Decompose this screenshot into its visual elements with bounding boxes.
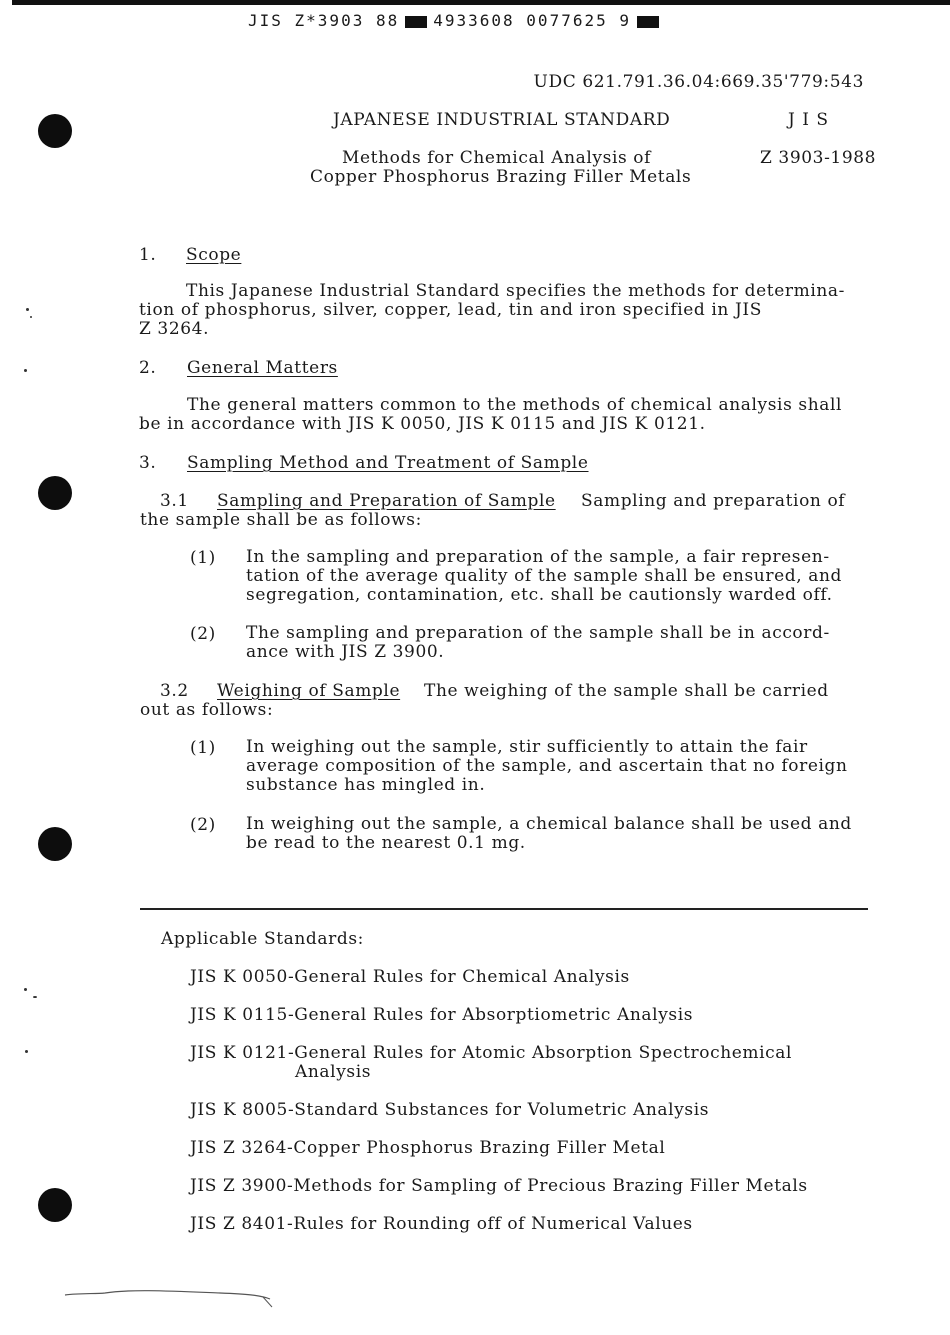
section-1-heading: Scope: [186, 245, 242, 265]
applicable-item: JIS K 0050-General Rules for Chemical Analysis: [190, 967, 630, 987]
section-3-1-heading: Sampling and Preparation of Sample: [217, 491, 556, 511]
section-2-para-line: The general matters common to the methods of chemical analysis shall: [187, 395, 843, 415]
applicable-item: JIS K 8005-Standard Substances for Volumetric Analysis: [190, 1100, 710, 1120]
scan-top-border-gap: [0, 0, 12, 5]
section-3-1-line2: the sample shall be as follows:: [140, 510, 422, 530]
section-3-1-number: 3.1: [160, 491, 189, 511]
list-item-line: average composition of the sample, and ascertain that no foreign: [246, 756, 848, 776]
applicable-item: JIS Z 8401-Rules for Rounding off of Numerical Values: [190, 1214, 693, 1234]
list-item-line: In weighing out the sample, stir sufficiently to attain the fair: [246, 737, 808, 757]
applicable-item: JIS K 0115-General Rules for Absorptiometric Analysis: [190, 1005, 694, 1025]
section-3-heading: Sampling Method and Treatment of Sample: [187, 453, 589, 473]
punch-hole-3: [38, 827, 72, 861]
barcode-block-1: [405, 16, 427, 28]
section-1-para-line: This Japanese Industrial Standard specifies the methods for determina-: [186, 281, 845, 301]
applicable-item-continuation: Analysis: [295, 1062, 372, 1082]
list-marker: (1): [190, 548, 216, 568]
section-1-para-line: Z 3264.: [139, 319, 210, 339]
footnote-separator: [140, 908, 868, 910]
scan-speck: [26, 308, 29, 311]
header-code-line: [248, 11, 665, 30]
applicable-item: JIS Z 3900-Methods for Sampling of Precious Brazing Filler Metals: [190, 1176, 808, 1196]
scan-top-border: [0, 0, 950, 5]
title-line-1: Methods for Chemical Analysis of: [342, 148, 652, 168]
scan-speck: [33, 996, 37, 998]
list-marker: (2): [190, 815, 216, 835]
scan-speck: [24, 369, 27, 372]
scan-pen-stroke: [60, 1285, 290, 1315]
standard-org: JAPANESE INDUSTRIAL STANDARD: [333, 110, 671, 130]
section-3-2-lead: The weighing of the sample shall be carried: [424, 681, 829, 701]
applicable-item: JIS K 0121-General Rules for Atomic Absorption Spectrochemical: [190, 1043, 793, 1063]
applicable-item: JIS Z 3264-Copper Phosphorus Brazing Filler Metal: [190, 1138, 666, 1158]
section-3-number: 3.: [139, 453, 157, 473]
list-item-line: In the sampling and preparation of the sample, a fair represen-: [246, 547, 830, 567]
section-1-number: 1.: [139, 245, 157, 265]
title-line-2: Copper Phosphorus Brazing Filler Metals: [310, 167, 692, 187]
udc-code: UDC 621.791.36.04:669.35'779:543: [533, 72, 864, 92]
header-code-part1: JIS Z*3903 88: [248, 11, 400, 30]
punch-hole-4: [38, 1188, 72, 1222]
list-item-line: segregation, contamination, etc. shall be cautionsly warded off.: [246, 585, 833, 605]
list-item-line: tation of the average quality of the sample shall be ensured, and: [246, 566, 842, 586]
scan-speck: [24, 988, 27, 991]
section-2-heading: General Matters: [187, 358, 338, 378]
section-2-para-line: be in accordance with JIS K 0050, JIS K 0115 and JIS K 0121.: [139, 414, 706, 434]
punch-hole-1: [38, 114, 72, 148]
list-marker: (2): [190, 624, 216, 644]
applicable-heading: Applicable Standards:: [161, 929, 364, 949]
list-item-line: ance with JIS Z 3900.: [246, 642, 445, 662]
list-item-line: In weighing out the sample, a chemical balance shall be used and: [246, 814, 852, 834]
section-2-number: 2.: [139, 358, 157, 378]
section-3-1-lead: Sampling and preparation of: [581, 491, 846, 511]
list-item-line: The sampling and preparation of the sample shall be in accord-: [246, 623, 830, 643]
section-3-2-heading: Weighing of Sample: [217, 681, 401, 701]
standard-number: Z 3903-1988: [760, 148, 877, 168]
list-marker: (1): [190, 738, 216, 758]
barcode-block-2: [637, 16, 659, 28]
section-3-2-line2: out as follows:: [140, 700, 274, 720]
scan-speck: [30, 316, 32, 318]
jis-mark: J I S: [788, 110, 829, 130]
list-item-line: be read to the nearest 0.1 mg.: [246, 833, 526, 853]
scan-speck: [25, 1050, 28, 1053]
header-code-part2: 4933608 0077625 9: [433, 11, 631, 30]
section-3-2-number: 3.2: [160, 681, 189, 701]
list-item-line: substance has mingled in.: [246, 775, 486, 795]
section-1-para-line: tion of phosphorus, silver, copper, lead, tin and iron specified in JIS: [139, 300, 762, 320]
punch-hole-2: [38, 476, 72, 510]
